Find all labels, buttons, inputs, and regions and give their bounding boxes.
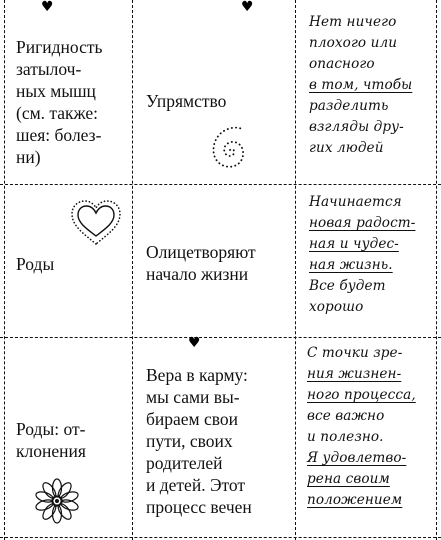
affirmation-line: опасного [309, 56, 375, 72]
affirmation-cell-2 [309, 192, 415, 318]
term-line: затылоч- [16, 59, 82, 79]
affirmation-line: разделить [309, 98, 389, 114]
column-divider-2 [295, 0, 296, 540]
term-line: шея: болез- [16, 125, 102, 145]
cause-line: Олицетворяют [146, 242, 256, 262]
affirmation-line: плохого или [309, 35, 398, 51]
right-border-line [436, 0, 437, 540]
cause-cell-2 [146, 241, 256, 285]
row-divider-2 [0, 337, 441, 338]
spiral-icon [206, 122, 254, 176]
term-cell-3 [16, 418, 86, 462]
cause-line: родителей [146, 453, 223, 473]
affirmation-line: Нет ничего [309, 14, 397, 30]
affirmation-line: Я удовлетво- [307, 450, 407, 466]
affirmation-line: рена своим [307, 471, 390, 487]
heart-icon: ♥ [241, 0, 254, 15]
cause-line: начало жизни [146, 264, 249, 284]
cause-line: Упрямство [146, 91, 227, 111]
cause-cell-3 [146, 364, 252, 518]
cause-line: пути, своих [146, 431, 233, 451]
affirmation-line: взгляды дру- [309, 119, 404, 135]
affirmation-line: и полезно. [307, 429, 384, 445]
affirmation-line: Все будет [309, 278, 386, 294]
term-cell-1 [16, 36, 103, 168]
term-line: Роды [16, 254, 55, 274]
affirmation-cell-3 [307, 343, 416, 511]
term-line: ни) [16, 147, 41, 167]
affirmation-line: Начинается [309, 194, 402, 210]
column-divider-1 [132, 0, 133, 540]
affirmation-line: С точки зре- [307, 345, 403, 361]
affirmation-line: ная жизнь. [309, 257, 393, 273]
cause-line: процесс вечен [146, 497, 252, 517]
affirmation-line: положением [307, 492, 403, 508]
cause-line: и детей. Этот [146, 475, 246, 495]
affirmation-line: гих людей [309, 140, 384, 156]
bottom-border-line [0, 537, 441, 538]
cause-cell-1 [146, 90, 226, 112]
term-line: Ригидность [16, 37, 103, 57]
heart-icon: ♥ [41, 0, 54, 15]
flower-icon [34, 478, 80, 524]
affirmation-line: в том, чтобы [309, 77, 413, 93]
left-border-line [4, 0, 5, 540]
affirmation-line: новая радост- [309, 215, 416, 231]
cause-line: бираем свои [146, 409, 239, 429]
affirmation-line: ния жизнен- [307, 366, 402, 382]
cause-line: Вера в карму: [146, 365, 248, 385]
cause-line: мы сами вы- [146, 387, 240, 407]
affirmation-line: ного процесса, [307, 387, 416, 403]
term-line: (см. также: [16, 103, 99, 123]
affirmation-line: все важно [307, 408, 385, 424]
affirmation-line: ная и чудес- [309, 236, 399, 252]
row-divider-1 [0, 184, 441, 185]
heart-icon: ♥ [188, 335, 201, 351]
term-line: ных мышц [16, 81, 96, 101]
term-line: клонения [16, 441, 86, 461]
heart-outline-icon [66, 196, 126, 250]
term-cell-2 [16, 253, 54, 275]
affirmation-cell-1 [309, 12, 412, 159]
affirmation-line: хорошо [309, 299, 364, 315]
term-line: Роды: от- [16, 419, 86, 439]
